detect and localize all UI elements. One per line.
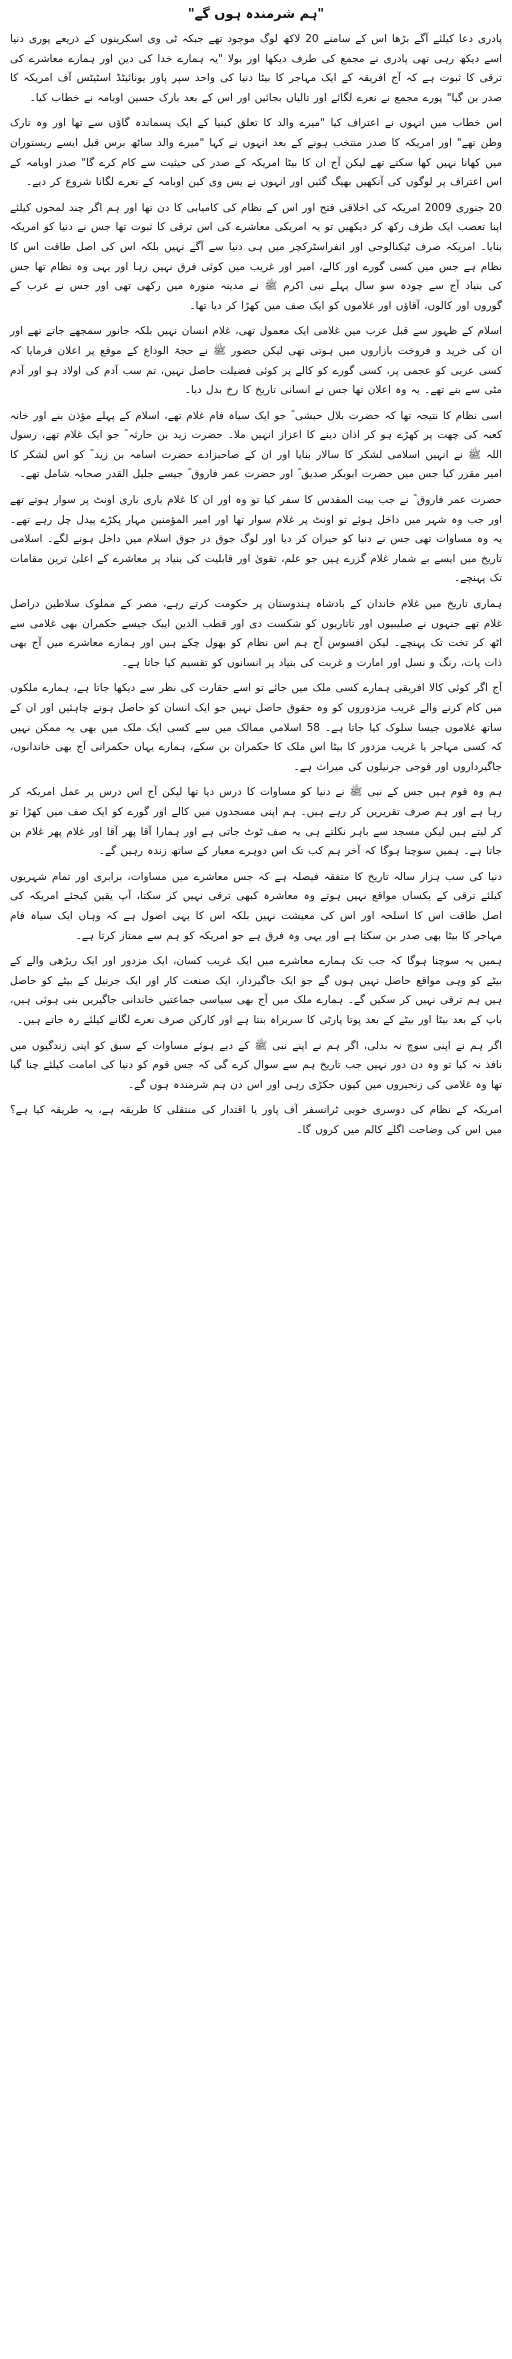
article-paragraph: ہم وہ قوم ہیں جس کے نبی ﷺ نے دنیا کو مساوات کا درس دیا تھا لیکن آج اس درس پر عمل امریکہ کر رہا ہے اور ہم صرف تقریریں کر رہے ہیں۔ ہم اپنی مسجدوں میں کالے اور گورے کو ایک صف میں کھڑا تو کر لیتے ہیں لیکن مسجد سے باہر نکلتے ہی یہ صف ٹوٹ جاتی ہے اور ہمارا آقا پھر آقا اور غلام پھر غلام بن جاتا ہے۔ ہمیں سوچنا ہوگا کہ آخر ہم کب تک اس دوہرے معیار کے ساتھ زندہ رہیں گے۔ — [10, 786, 502, 858]
article-paragraph: پادری دعا کیلئے آگے بڑھا اس کے سامنے 20 لاکھ لوگ موجود تھے جبکہ ٹی وی اسکرینوں کے ذریعے پوری دنیا اسے دیکھ رہی تھی پادری نے مجمع کی طرف دیکھا اور بولا "یہ ہمارے خدا کی دین اور ہمارے معاشرے کی ترقی کا ثبوت ہے کہ آج افریقہ کے ایک مہاجر کا بیٹا دنیا کی واحد سپر پاور یونائیٹڈ اسٹیٹس آف امریکہ کا صدر بن گیا" پورے مجمع نے نعرے لگائے اور تالیاں بجائیں اور اس کے بعد بارک حسین اوبامہ نے خطاب کیا۔ — [10, 33, 502, 104]
article-paragraph: دنیا کی سب ہزار سالہ تاریخ کا متفقہ فیصلہ ہے کہ جس معاشرے میں مساوات، برابری اور تمام شہریوں کیلئے ترقی کے یکساں مواقع نہیں ہوتے وہ معاشرہ کبھی ترقی نہیں کر سکتا، آپ یقین کیجئے امریکہ کی اصل طاقت اس کا اسلحہ اور اس کی معیشت نہیں بلکہ اس کا یہی اصول ہے کہ وہاں ایک سیاہ فام مہاجر کا بیٹا بھی صدر بن سکتا ہے اور یہی وہ فرق ہے جو امریکہ کو ہم سے ممتاز کرتا ہے۔ — [10, 870, 502, 942]
article-paragraph: ہماری تاریخ میں غلام خاندان کے بادشاہ ہندوستان پر حکومت کرتے رہے، مصر کے مملوک سلاطین دراصل غلام تھے جنہوں نے صلیبیوں اور تاتاریوں کو شکست دی اور قطب الدین ایبک جیسے حکمران بھی غلامی سے اٹھ کر تخت تک پہنچے۔ لیکن افسوس آج ہم اس نظام کو بھول چکے ہیں اور ہمارے معاشرے میں آج بھی ذات پات، رنگ و نسل اور امارت و غربت کی بنیاد پر انسانوں کو تقسیم کیا جاتا ہے۔ — [10, 598, 502, 669]
article-paragraph: حضرت عمر فاروق ؓ نے جب بیت المقدس کا سفر کیا تو وہ اور ان کا غلام باری باری اونٹ پر سوار ہوتے تھے اور جب وہ شہر میں داخل ہوئے تو اونٹ پر غلام سوار تھا اور امیر المؤمنین مہار پکڑے پیدل چل رہے تھے۔ یہ وہ مساوات تھی جس نے دنیا کو حیران کر دیا اور لوگ جوق در جوق اسلام میں داخل ہونے لگے۔ اسلامی تاریخ میں ایسے بے شمار غلام گزرے ہیں جو علم، تقویٰ اور قابلیت کی بنیاد پر معاشرے کے اعلیٰ ترین مقامات تک پہنچے۔ — [10, 494, 502, 585]
article-paragraph: اسی نظام کا نتیجہ تھا کہ حضرت بلال حبشی ؓ جو ایک سیاہ فام غلام تھے، اسلام کے پہلے مؤذن بنے اور خانہ کعبہ کی چھت پر کھڑے ہو کر اذان دینے کا اعزاز انہیں ملا۔ حضرت زید بن حارثہ ؓ جو ایک غلام تھے، رسول اللہ ﷺ نے انہیں اسلامی لشکر کا سالار بنایا اور ان کے صاحبزادے حضرت اسامہ بن زید ؓ کو اس لشکر کا امیر مقرر کیا جس میں حضرت ابوبکر صدیق ؓ اور حضرت عمر فاروق ؓ جیسے جلیل القدر صحابہ شامل تھے۔ — [10, 409, 502, 481]
article-paragraph: اسلام کے ظہور سے قبل عرب میں غلامی ایک معمول تھی، غلام انسان نہیں بلکہ جانور سمجھے جاتے تھے اور ان کی خرید و فروخت بازاروں میں ہوتی تھی لیکن حضور ﷺ نے حجۃ الوداع کے موقع پر اعلان فرمایا کہ کسی عربی کو عجمی پر، کسی گورے کو کالے پر کوئی فضیلت حاصل نہیں، تم سب آدم کی اولاد ہو اور آدم مٹی سے بنے تھے۔ یہ وہ اعلان تھا جس نے انسانی تاریخ کا رخ بدل دیا۔ — [10, 325, 502, 397]
article-title: "ہم شرمندہ ہوں گے" — [187, 7, 325, 22]
article-paragraph: اگر ہم نے اپنی سوچ نہ بدلی، اگر ہم نے اپنے نبی ﷺ کے دیے ہوئے مساوات کے سبق کو اپنی زندگیوں میں نافذ نہ کیا تو وہ دن دور نہیں جب تاریخ ہم سے سوال کرے گی کہ جس قوم کو دنیا کی امامت کیلئے چنا گیا تھا وہ غلامی کی زنجیروں میں کیوں جکڑی رہی اور اس دن ہم شرمندہ ہوں گے۔ — [10, 1039, 502, 1091]
article-paragraph: امریکہ کے نظام کی دوسری خوبی ٹرانسفر آف پاور یا اقتدار کی منتقلی کا طریقہ ہے، یہ طریقہ کیا ہے؟ میں اس کی وضاحت اگلے کالم میں کروں گا۔ — [10, 1104, 502, 1136]
article-paragraph: اس خطاب میں انہوں نے اعتراف کیا "میرے والد کا تعلق کینیا کے ایک پسماندہ گاؤں سے تھا اور وہ تارک وطن تھے" اور امریکہ کا صدر منتخب ہونے کے بعد انہوں نے کہا "میرے والد ساٹھ برس قبل ایسے ریستوران میں کھانا نہیں کھا سکتے تھے لیکن آج ان کا بیٹا امریکہ کے صدر کی حیثیت سے کام کرے گا" صدر اوبامہ کے اس اعتراف پر لوگوں کی آنکھیں بھیگ گئیں اور انہوں نے یس وی کین اوبامہ کے نعرے لگانا شروع کر دیے۔ — [10, 117, 502, 189]
article-paragraph: 20 جنوری 2009 امریکہ کی اخلاقی فتح اور اس کے نظام کی کامیابی کا دن تھا اور ہم اگر چند لمحوں کیلئے اپنا تعصب ایک طرف رکھ کر دیکھیں تو یہ امریکی معاشرے کی اس ترقی کا ثبوت تھا جس نے دنیا کو امریکہ بنایا۔ امریکہ صرف ٹیکنالوجی اور انفراسٹرکچر میں ہی دنیا سے آگے نہیں بلکہ اس کی اصل طاقت اس کا نظام ہے جس میں کسی گورے اور کالے، امیر اور غریب میں کوئی فرق نہیں رہا اور یہی وہ نظام تھا جس کی بنیاد آج سے چودہ سو سال پہلے نبی اکرم ﷺ نے مدینہ منورہ میں رکھی تھی اور جس نے عرب کے گوروں اور کالوں، آقاؤں اور غلاموں کو ایک صف میں کھڑا کر دیا تھا۔ — [10, 201, 502, 312]
article-paragraph: ہمیں یہ سوچنا ہوگا کہ جب تک ہمارے معاشرے میں ایک غریب کسان، ایک مزدور اور ایک ریڑھی والے کے بیٹے کو وہی مواقع حاصل نہیں ہوں گے جو ایک جاگیردار، ایک صنعت کار اور ایک جرنیل کے بیٹے کو حاصل ہیں ہم ترقی نہیں کر سکیں گے۔ ہمارے ملک میں آج بھی سیاسی جماعتیں خاندانی جاگیریں بنی ہوئی ہیں، باپ کے بعد بیٹا اور بیٹے کے بعد پوتا پارٹی کا سربراہ بنتا ہے اور کارکن صرف نعرے لگانے کیلئے رہ جاتے ہیں۔ — [10, 955, 502, 1026]
article-paragraph: آج اگر کوئی کالا افریقی ہمارے کسی ملک میں جائے تو اسے حقارت کی نظر سے دیکھا جاتا ہے، ہمارے ملکوں میں کام کرنے والے غریب مزدوروں کو وہ حقوق حاصل نہیں جو ایک انسان کو حاصل ہونے چاہئیں اور ان کے ساتھ غلاموں جیسا سلوک کیا جاتا ہے۔ 58 اسلامی ممالک میں سے کسی ایک ملک میں بھی یہ ممکن نہیں کہ کسی مہاجر یا غریب مزدور کا بیٹا اس ملک کا حکمران بن سکے، ہمارے یہاں حکمرانی آج بھی خاندانوں، جاگیرداروں اور فوجی جرنیلوں کی میراث ہے۔ — [10, 682, 502, 773]
